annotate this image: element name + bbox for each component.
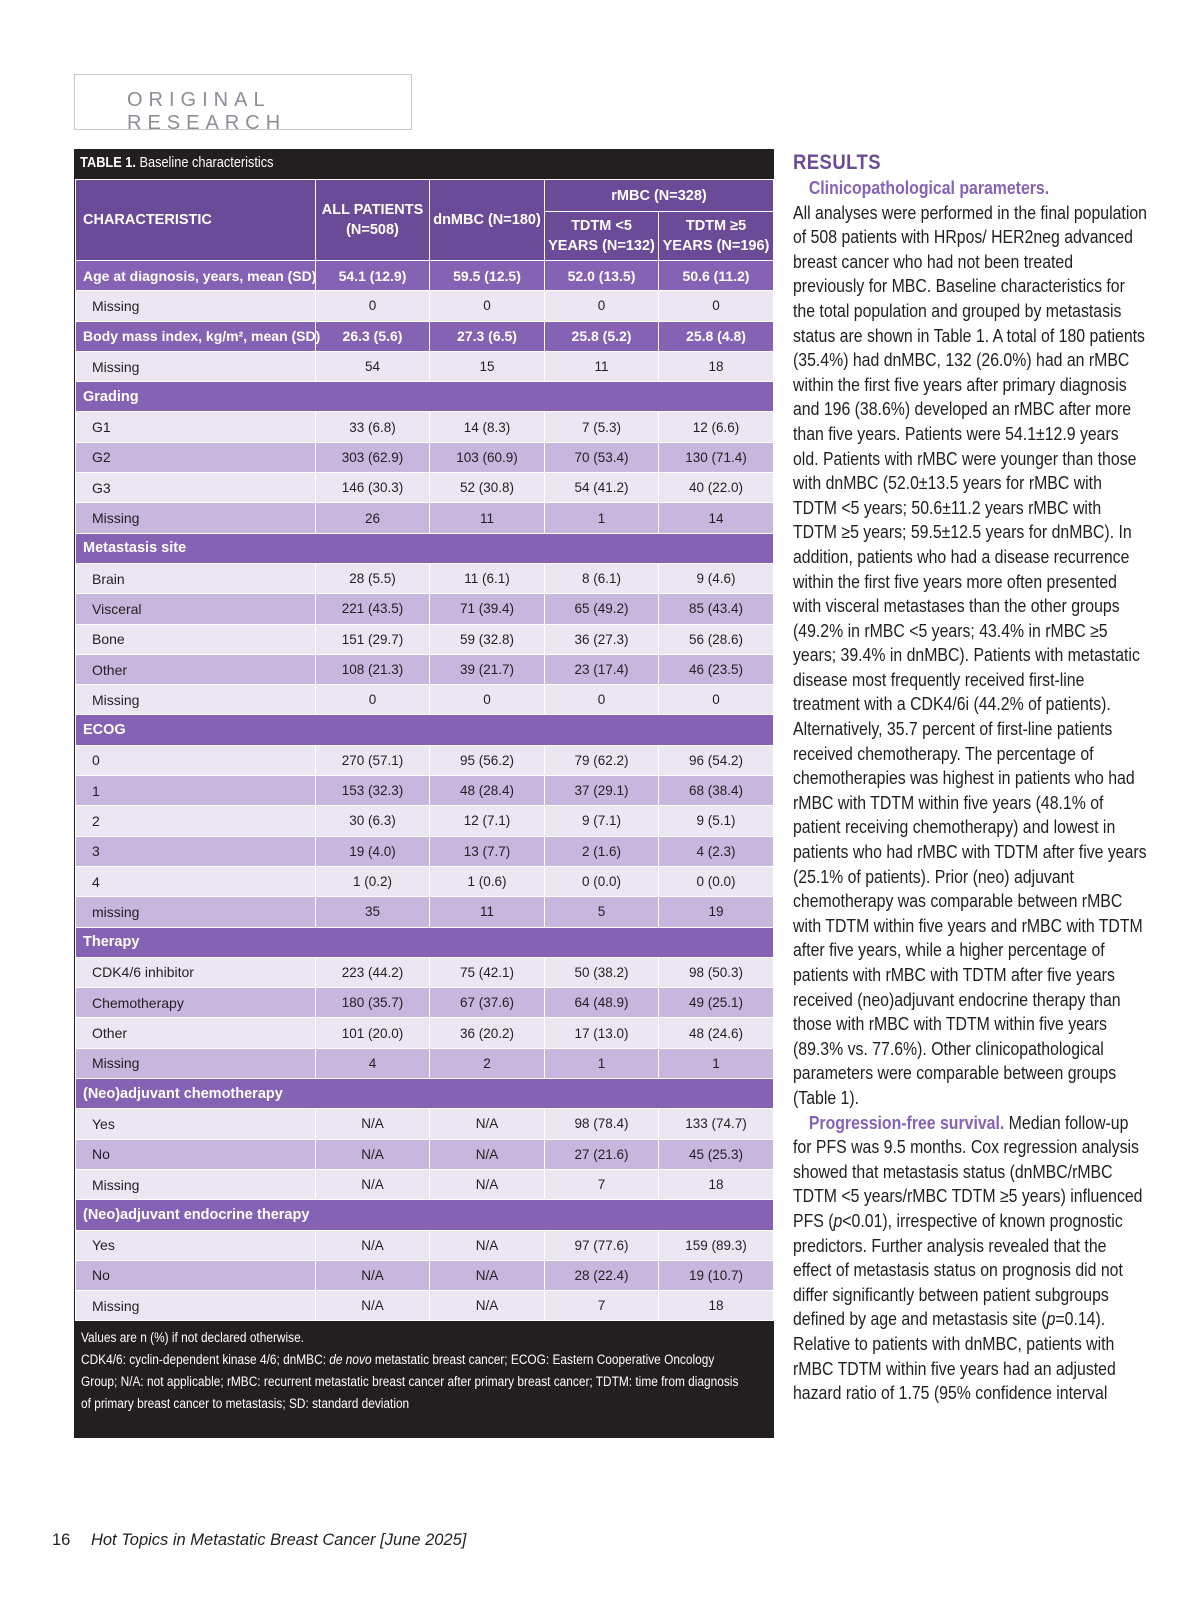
table-row bbox=[76, 1048, 774, 1078]
row-label: Yes bbox=[76, 1230, 316, 1260]
page-number: 16 bbox=[52, 1531, 71, 1549]
table-cell: 36 (27.3) bbox=[545, 624, 659, 654]
table-cell: 1 (0.2) bbox=[316, 866, 430, 896]
table-cell: 2 (1.6) bbox=[545, 836, 659, 866]
table-cell: 54.1 (12.9) bbox=[316, 261, 430, 291]
table-cell: 79 (62.2) bbox=[545, 745, 659, 775]
table-cell: 50 (38.2) bbox=[545, 957, 659, 987]
table-cell: 11 (6.1) bbox=[430, 563, 545, 593]
table-cell: 7 bbox=[545, 1169, 659, 1199]
table-cell: N/A bbox=[316, 1169, 430, 1199]
footnote-values: Values are n (%) if not declared otherwise. bbox=[81, 1330, 304, 1346]
table-cell: 70 (53.4) bbox=[545, 442, 659, 472]
row-label: G2 bbox=[76, 442, 316, 472]
table-cell: 12 (6.6) bbox=[659, 412, 774, 442]
table-section-row bbox=[76, 1079, 774, 1109]
journal-title: Hot Topics in Metastatic Breast Cancer [June 2025] bbox=[90, 1531, 467, 1549]
table-cell: 28 (22.4) bbox=[545, 1260, 659, 1290]
table-cell: 98 (50.3) bbox=[659, 957, 774, 987]
row-label: Missing bbox=[76, 503, 316, 533]
table-cell: 75 (42.1) bbox=[430, 957, 545, 987]
table-cell: 133 (74.7) bbox=[659, 1109, 774, 1139]
table-cell: N/A bbox=[316, 1230, 430, 1260]
table-cell: 49 (25.1) bbox=[659, 988, 774, 1018]
characteristics-table bbox=[75, 179, 774, 1321]
table-cell: 56 (28.6) bbox=[659, 624, 774, 654]
table-row bbox=[76, 291, 774, 321]
table-cell: 1 bbox=[545, 503, 659, 533]
row-label: G3 bbox=[76, 473, 316, 503]
footnote-abbreviations: CDK4/6: cyclin-dependent kinase 4/6; dnMBC: de novo metastatic breast cancer; ECOG: Eastern Cooperative Oncology Group; N/A: not applicable; rMBC: recurrent metastatic breast cancer after primary breast cancer; TDTM: time from diagnosis of primary breast cancer to metastasis; SD: standard deviation bbox=[81, 1352, 739, 1412]
table-cell: 1 bbox=[659, 1048, 774, 1078]
table-cell: 7 (5.3) bbox=[545, 412, 659, 442]
row-label: Body mass index, kg/m², mean (SD) bbox=[76, 321, 316, 351]
row-label: Yes bbox=[76, 1109, 316, 1139]
col-header-tdtm-ge5: TDTM ≥5 YEARS (N=196) bbox=[659, 212, 774, 261]
baseline-table bbox=[74, 149, 774, 1438]
table-cell: 26 bbox=[316, 503, 430, 533]
table-cell: 35 bbox=[316, 897, 430, 927]
table-cell: 1 (0.6) bbox=[430, 866, 545, 896]
row-label: Missing bbox=[76, 685, 316, 715]
table-row bbox=[76, 503, 774, 533]
results-subheading-clinicopathological: Clinicopathological parameters. bbox=[808, 178, 1050, 198]
row-label: 1 bbox=[76, 776, 316, 806]
table-cell: 97 (77.6) bbox=[545, 1230, 659, 1260]
table-cell: 2 bbox=[430, 1048, 545, 1078]
table-row bbox=[76, 836, 774, 866]
table-cell: 180 (35.7) bbox=[316, 988, 430, 1018]
row-label: Metastasis site bbox=[76, 533, 774, 563]
row-label: Visceral bbox=[76, 594, 316, 624]
row-label: Other bbox=[76, 654, 316, 684]
section-label: ORIGINAL RESEARCH bbox=[127, 89, 287, 134]
table-cell: N/A bbox=[316, 1291, 430, 1321]
table-cell: 54 bbox=[316, 351, 430, 381]
row-label: CDK4/6 inhibitor bbox=[76, 957, 316, 987]
table-cell: 19 bbox=[659, 897, 774, 927]
table-cell: 159 (89.3) bbox=[659, 1230, 774, 1260]
table-cell: 270 (57.1) bbox=[316, 745, 430, 775]
table-cell: 68 (38.4) bbox=[659, 776, 774, 806]
table-cell: 153 (32.3) bbox=[316, 776, 430, 806]
table-row bbox=[76, 685, 774, 715]
col-header-rmbc: rMBC (N=328) bbox=[545, 180, 774, 212]
table-cell: 33 (6.8) bbox=[316, 412, 430, 442]
col-header-tdtm-lt5: TDTM <5 YEARS (N=132) bbox=[545, 212, 659, 261]
section-header-box bbox=[74, 74, 412, 134]
table-cell: 5 bbox=[545, 897, 659, 927]
table-cell: 19 (4.0) bbox=[316, 836, 430, 866]
table-caption-number: TABLE 1. bbox=[80, 155, 136, 171]
table-row bbox=[76, 624, 774, 654]
table-cell: 25.8 (5.2) bbox=[545, 321, 659, 351]
table-cell: 130 (71.4) bbox=[659, 442, 774, 472]
row-label: Missing bbox=[76, 291, 316, 321]
table-cell: 108 (21.3) bbox=[316, 654, 430, 684]
table-cell: 0 bbox=[659, 685, 774, 715]
table-cell: N/A bbox=[316, 1260, 430, 1290]
table-cell: N/A bbox=[430, 1230, 545, 1260]
table-cell: 64 (48.9) bbox=[545, 988, 659, 1018]
table-cell: 96 (54.2) bbox=[659, 745, 774, 775]
table-cell: 71 (39.4) bbox=[430, 594, 545, 624]
table-cell: 0 bbox=[659, 291, 774, 321]
table-cell: 11 bbox=[545, 351, 659, 381]
row-label: Age at diagnosis, years, mean (SD) bbox=[76, 261, 316, 291]
table-cell: N/A bbox=[316, 1139, 430, 1169]
table-cell: 25.8 (4.8) bbox=[659, 321, 774, 351]
table-row bbox=[76, 776, 774, 806]
col-header-characteristic: CHARACTERISTIC bbox=[76, 180, 316, 261]
table-row bbox=[76, 321, 774, 351]
table-cell: N/A bbox=[430, 1139, 545, 1169]
table-cell: 221 (43.5) bbox=[316, 594, 430, 624]
table-cell: 0 (0.0) bbox=[545, 866, 659, 896]
table-cell: 14 (8.3) bbox=[430, 412, 545, 442]
table-cell: 7 bbox=[545, 1291, 659, 1321]
table-cell: 65 (49.2) bbox=[545, 594, 659, 624]
table-cell: 46 (23.5) bbox=[659, 654, 774, 684]
table-cell: 27 (21.6) bbox=[545, 1139, 659, 1169]
table-cell: N/A bbox=[430, 1260, 545, 1290]
table-caption bbox=[74, 149, 690, 179]
table-cell: 30 (6.3) bbox=[316, 806, 430, 836]
table-row bbox=[76, 745, 774, 775]
row-label: (Neo)adjuvant chemotherapy bbox=[76, 1079, 774, 1109]
row-label: No bbox=[76, 1139, 316, 1169]
table-cell: 151 (29.7) bbox=[316, 624, 430, 654]
table-cell: 11 bbox=[430, 503, 545, 533]
table-row bbox=[76, 594, 774, 624]
row-label: ECOG bbox=[76, 715, 774, 745]
table-row bbox=[76, 806, 774, 836]
table-row bbox=[76, 957, 774, 987]
table-cell: 67 (37.6) bbox=[430, 988, 545, 1018]
table-cell: 0 bbox=[545, 291, 659, 321]
page-footer bbox=[52, 1531, 466, 1550]
table-section-row bbox=[76, 715, 774, 745]
results-column bbox=[793, 150, 1148, 1406]
table-cell: 13 (7.7) bbox=[430, 836, 545, 866]
table-cell: 50.6 (11.2) bbox=[659, 261, 774, 291]
table-row bbox=[76, 654, 774, 684]
table-cell: 0 (0.0) bbox=[659, 866, 774, 896]
row-label: (Neo)adjuvant endocrine therapy bbox=[76, 1200, 774, 1230]
table-cell: 95 (56.2) bbox=[430, 745, 545, 775]
table-cell: 12 (7.1) bbox=[430, 806, 545, 836]
table-row bbox=[76, 897, 774, 927]
row-label: 4 bbox=[76, 866, 316, 896]
table-cell: 59.5 (12.5) bbox=[430, 261, 545, 291]
table-cell: 26.3 (5.6) bbox=[316, 321, 430, 351]
row-label: 3 bbox=[76, 836, 316, 866]
table-cell: 0 bbox=[316, 685, 430, 715]
table-cell: 14 bbox=[659, 503, 774, 533]
table-section-row bbox=[76, 927, 774, 957]
table-cell: 52.0 (13.5) bbox=[545, 261, 659, 291]
table-cell: 36 (20.2) bbox=[430, 1018, 545, 1048]
table-cell: 11 bbox=[430, 897, 545, 927]
table-cell: 9 (7.1) bbox=[545, 806, 659, 836]
table-row bbox=[76, 1139, 774, 1169]
table-row bbox=[76, 261, 774, 291]
table-footnotes bbox=[74, 1321, 774, 1415]
table-cell: 27.3 (6.5) bbox=[430, 321, 545, 351]
table-cell: 54 (41.2) bbox=[545, 473, 659, 503]
row-label: Missing bbox=[76, 1169, 316, 1199]
table-cell: 28 (5.5) bbox=[316, 563, 430, 593]
table-cell: 52 (30.8) bbox=[430, 473, 545, 503]
table-cell: N/A bbox=[430, 1109, 545, 1139]
table-row bbox=[76, 563, 774, 593]
table-cell: 9 (4.6) bbox=[659, 563, 774, 593]
table-cell: 9 (5.1) bbox=[659, 806, 774, 836]
table-row bbox=[76, 988, 774, 1018]
table-cell: 59 (32.8) bbox=[430, 624, 545, 654]
table-section-row bbox=[76, 533, 774, 563]
table-cell: 0 bbox=[430, 685, 545, 715]
table-row bbox=[76, 1230, 774, 1260]
table-cell: 223 (44.2) bbox=[316, 957, 430, 987]
table-cell: 45 (25.3) bbox=[659, 1139, 774, 1169]
table-cell: N/A bbox=[430, 1169, 545, 1199]
row-label: Bone bbox=[76, 624, 316, 654]
col-header-all-patients: ALL PATIENTS (N=508) bbox=[316, 180, 430, 261]
table-row bbox=[76, 1109, 774, 1139]
results-paragraph-1: All analyses were performed in the final population of 508 patients with HRpos/ HER2neg advanced breast cancer who had not been treated previously for MBC. Baseline characteristics for the total population and grouped by metastasis status are shown in Table 1. A total of 180 patients (35.4%) had dnMBC, 132 (26.0%) had an rMBC within the first five years after primary diagnosis and 196 (38.6%) developed an rMBC after more than five years. Patients were 54.1±12.9 years old. Patients with rMBC were younger than those with dnMBC (52.0±13.5 years for rMBC with TDTM <5 years; 50.6±11.2 years rMBC with TDTM ≥5 years; 59.5±12.5 years for dnMBC). In addition, patients who had a disease recurrence within the first five years more often presented with visceral metastases than the other groups (49.2% in rMBC <5 years; 43.4% in rMBC ≥5 years; 39.4% in dnMBC). Patients with metastatic disease most frequently received first-line treatment with a CDK4/6i (44.2% of patients). Alternatively, 35.7 percent of first-line patients received chemotherapy. The percentage of chemotherapies was highest in patients who had rMBC with TDTM within five years (48.1% of patient receiving chemotherapy) and lowest in patients who had rMBC with TDTM after five years (25.1% of patients). Prior (neo) adjuvant chemotherapy was comparable between rMBC with TDTM within five years and rMBC with TDTM after five years, while a higher percentage of patients with rMBC with TDTM after five years received (neo)adjuvant endocrine therapy than those with rMBC with TDTM within five years (89.3% vs. 77.6%). Other clinicopathological parameters were comparable between groups (Table 1). bbox=[793, 202, 1147, 1108]
table-cell: 4 bbox=[316, 1048, 430, 1078]
table-row bbox=[76, 1260, 774, 1290]
table-cell: 39 (21.7) bbox=[430, 654, 545, 684]
table-cell: 48 (28.4) bbox=[430, 776, 545, 806]
col-header-dnmbc: dnMBC (N=180) bbox=[430, 180, 545, 261]
table-cell: 19 (10.7) bbox=[659, 1260, 774, 1290]
row-label: missing bbox=[76, 897, 316, 927]
table-row bbox=[76, 412, 774, 442]
table-cell: N/A bbox=[430, 1291, 545, 1321]
table-cell: 101 (20.0) bbox=[316, 1018, 430, 1048]
row-label: Other bbox=[76, 1018, 316, 1048]
table-row bbox=[76, 866, 774, 896]
row-label: Therapy bbox=[76, 927, 774, 957]
results-paragraph-2: Progression-free survival. Median follow-up for PFS was 9.5 months. Cox regression analysis showed that metastasis status (dnMBC/rMBC TDTM <5 years/rMBC TDTM ≥5 years) influenced PFS (p<0.01), irrespective of known prognostic predictors. Further analysis revealed that the effect of metastasis status on prognosis did not differ significantly between patient subgroups defined by age and metastasis site (p=0.14). Relative to patients with dnMBC, patients with rMBC TDTM within five years had an adjusted hazard ratio of 1.75 (95% confidence interval bbox=[793, 1112, 1143, 1404]
table-cell: 17 (13.0) bbox=[545, 1018, 659, 1048]
table-row bbox=[76, 1169, 774, 1199]
table-cell: N/A bbox=[316, 1109, 430, 1139]
table-cell: 18 bbox=[659, 1169, 774, 1199]
table-cell: 98 (78.4) bbox=[545, 1109, 659, 1139]
table-cell: 18 bbox=[659, 1291, 774, 1321]
table-section-row bbox=[76, 1200, 774, 1230]
table-row bbox=[76, 351, 774, 381]
row-label: Grading bbox=[76, 382, 774, 412]
row-label: 2 bbox=[76, 806, 316, 836]
table-cell: 15 bbox=[430, 351, 545, 381]
table-cell: 0 bbox=[316, 291, 430, 321]
table-section-row bbox=[76, 382, 774, 412]
row-label: No bbox=[76, 1260, 316, 1290]
table-cell: 48 (24.6) bbox=[659, 1018, 774, 1048]
row-label: Brain bbox=[76, 563, 316, 593]
table-row bbox=[76, 473, 774, 503]
table-row bbox=[76, 1291, 774, 1321]
row-label: Missing bbox=[76, 351, 316, 381]
table-caption-text: Baseline characteristics bbox=[139, 155, 274, 171]
table-cell: 303 (62.9) bbox=[316, 442, 430, 472]
row-label: G1 bbox=[76, 412, 316, 442]
table-cell: 4 (2.3) bbox=[659, 836, 774, 866]
table-cell: 0 bbox=[430, 291, 545, 321]
table-cell: 18 bbox=[659, 351, 774, 381]
table-cell: 1 bbox=[545, 1048, 659, 1078]
table-cell: 37 (29.1) bbox=[545, 776, 659, 806]
table-row bbox=[76, 442, 774, 472]
table-cell: 85 (43.4) bbox=[659, 594, 774, 624]
row-label: Chemotherapy bbox=[76, 988, 316, 1018]
table-body bbox=[76, 261, 774, 1321]
table-cell: 146 (30.3) bbox=[316, 473, 430, 503]
table-cell: 8 (6.1) bbox=[545, 563, 659, 593]
table-cell: 40 (22.0) bbox=[659, 473, 774, 503]
table-cell: 0 bbox=[545, 685, 659, 715]
table-row bbox=[76, 1018, 774, 1048]
results-heading: RESULTS bbox=[793, 151, 881, 174]
table-cell: 103 (60.9) bbox=[430, 442, 545, 472]
row-label: Missing bbox=[76, 1291, 316, 1321]
results-subheading-pfs: Progression-free survival. bbox=[808, 1112, 1005, 1133]
row-label: 0 bbox=[76, 745, 316, 775]
row-label: Missing bbox=[76, 1048, 316, 1078]
table-cell: 23 (17.4) bbox=[545, 654, 659, 684]
